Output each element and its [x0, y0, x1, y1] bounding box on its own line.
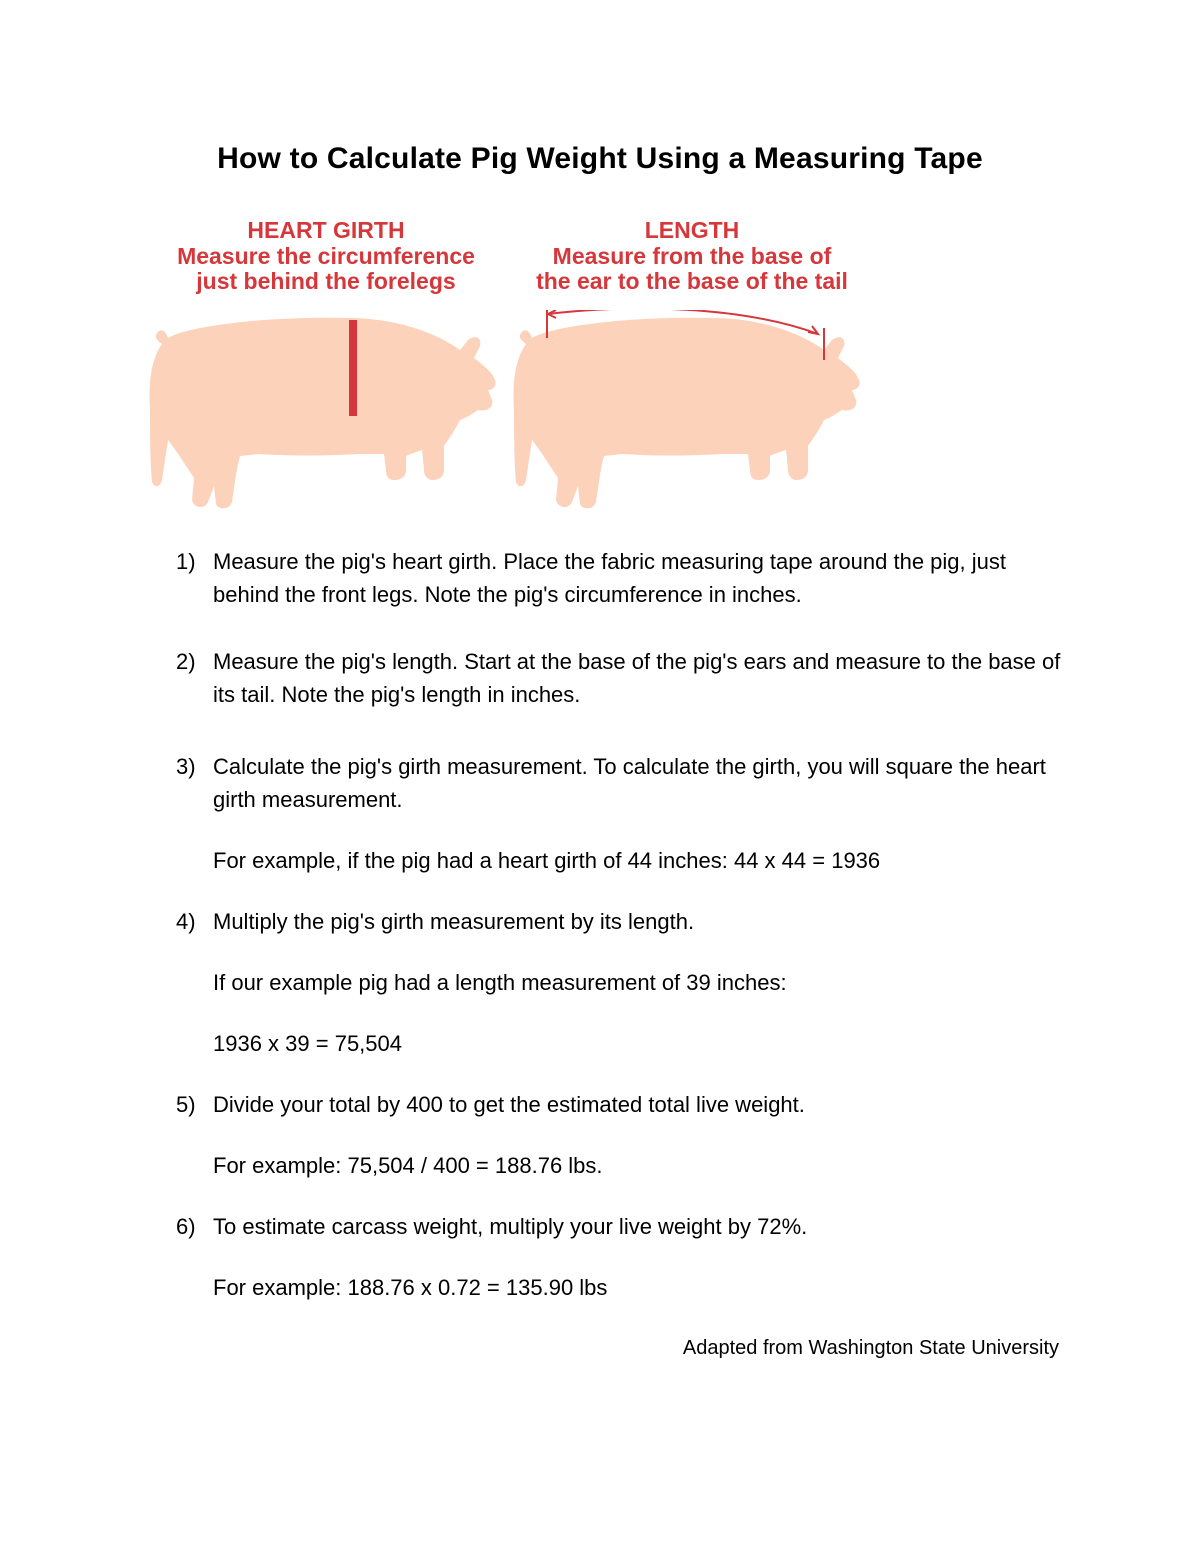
step-text: Measure the pig's length. Start at the base of the pig's ears and measure to the base of its tail. Note the pig's length in inches. — [213, 649, 1061, 707]
step-example: If our example pig had a length measurement of 39 inches: — [213, 970, 787, 995]
step-2 — [176, 645, 1076, 711]
heart-girth-figure — [148, 218, 504, 518]
step-example: For example: 75,504 / 400 = 188.76 lbs. — [213, 1153, 603, 1178]
step-number: 6) — [176, 1214, 196, 1239]
step-number: 1) — [176, 549, 196, 574]
step-number: 2) — [176, 649, 196, 674]
pig-body — [150, 318, 496, 509]
length-line-2: the ear to the base of the tail — [536, 268, 848, 294]
step-5 — [176, 1088, 1076, 1182]
steps-list — [176, 545, 1076, 1304]
heart-girth-line-1: Measure the circumference — [177, 242, 475, 269]
pig-silhouette-girth — [148, 310, 504, 520]
step-number: 4) — [176, 909, 196, 934]
step-text: Measure the pig's heart girth. Place the fabric measuring tape around the pig, just behind the front legs. Note the pig's circumference in inches. — [213, 549, 1006, 607]
length-figure — [512, 218, 872, 518]
step-number: 3) — [176, 754, 196, 779]
heart-girth-line-2: just behind the forelegs — [196, 268, 456, 294]
step-example: For example: 188.76 x 0.72 = 135.90 lbs — [213, 1275, 608, 1300]
length-caption — [512, 218, 872, 295]
step-1 — [176, 545, 1076, 611]
page-title: How to Calculate Pig Weight Using a Measuring Tape — [217, 142, 983, 175]
step-example: 1936 x 39 = 75,504 — [213, 1031, 402, 1056]
step-3 — [176, 750, 1076, 877]
step-example: For example, if the pig had a heart girth of 44 inches: 44 x 44 = 1936 — [213, 848, 881, 873]
length-line-1: Measure from the base of — [552, 242, 832, 269]
step-4 — [176, 905, 1076, 1060]
step-text: Divide your total by 400 to get the estimated total live weight. — [213, 1092, 805, 1117]
heart-girth-caption — [148, 218, 504, 295]
pig-silhouette-length — [512, 310, 872, 520]
step-text: To estimate carcass weight, multiply your live weight by 72%. — [213, 1214, 808, 1239]
step-text: Multiply the pig's girth measurement by its length. — [213, 909, 695, 934]
heart-girth-heading: HEART GIRTH — [247, 217, 405, 243]
heart-girth-marker — [349, 320, 357, 416]
pig-body — [514, 318, 860, 509]
step-number: 5) — [176, 1092, 196, 1117]
step-text: Calculate the pig's girth measurement. To calculate the girth, you will square the heart girth measurement. — [213, 754, 1046, 812]
length-heading: LENGTH — [644, 217, 740, 243]
step-6 — [176, 1210, 1076, 1304]
source-credit: Adapted from Washington State University — [682, 1337, 1059, 1359]
